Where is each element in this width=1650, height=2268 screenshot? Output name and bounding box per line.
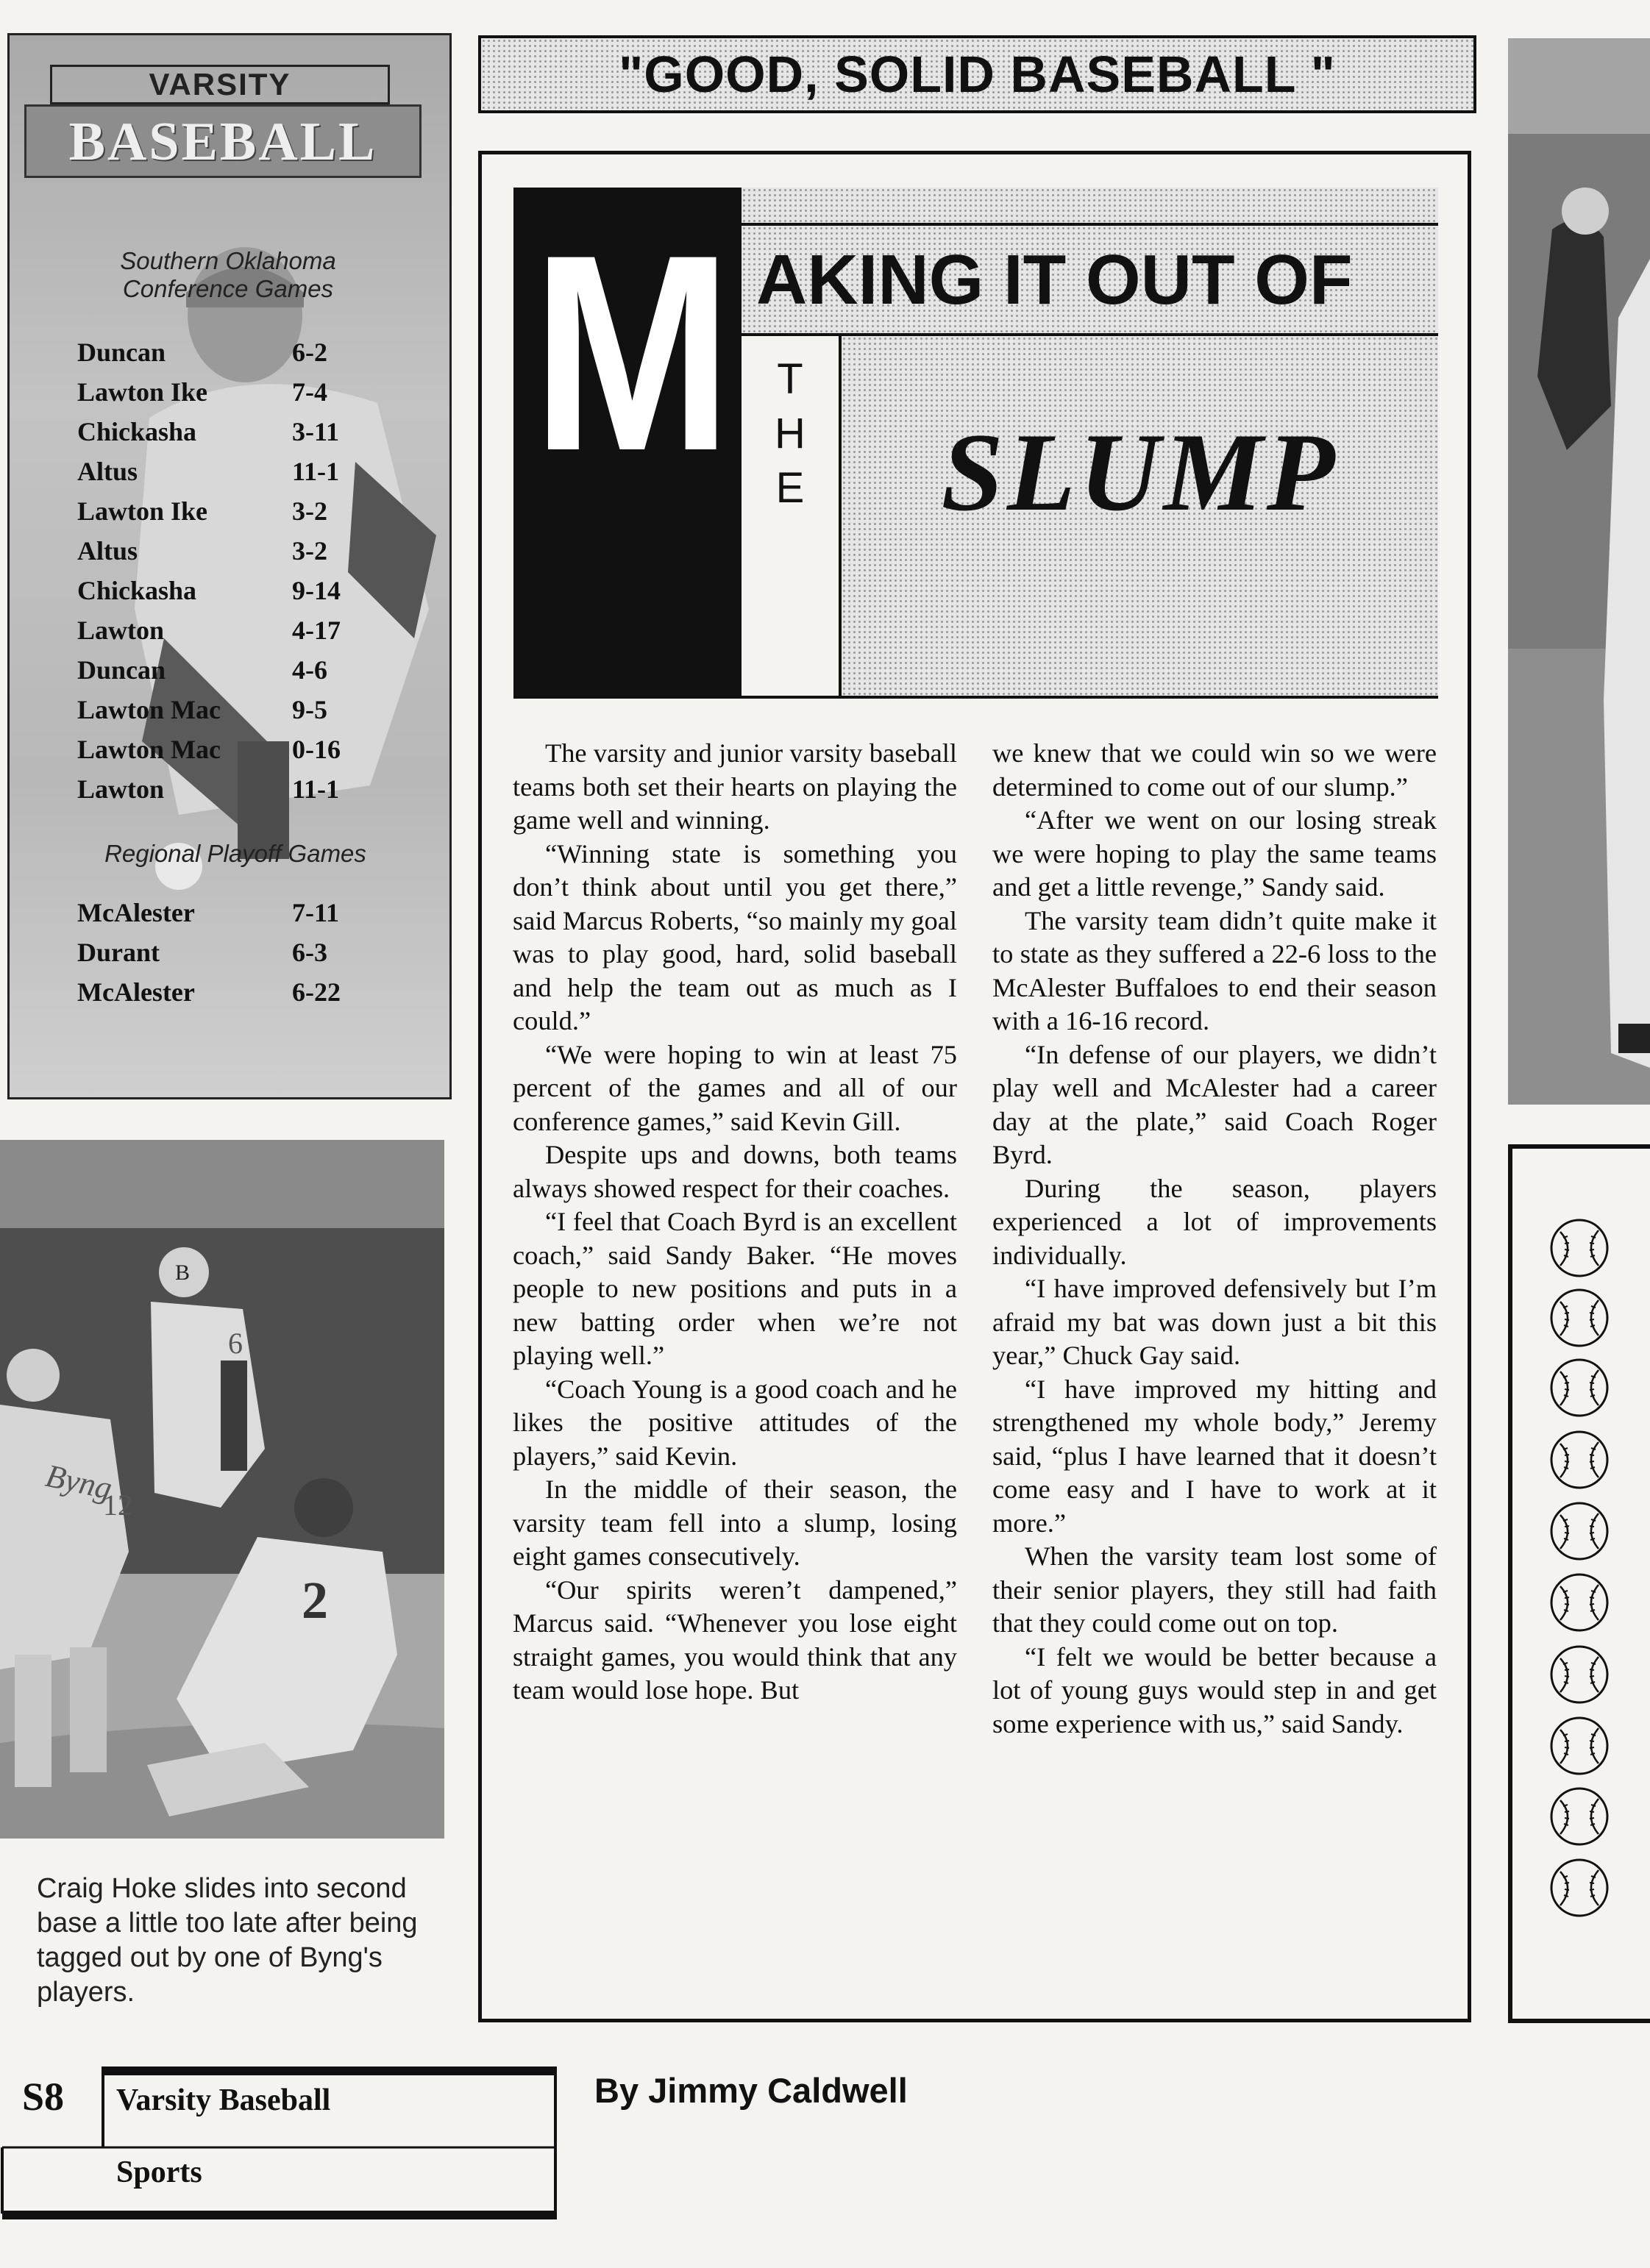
article-column-2 [992, 737, 1437, 1741]
game-score: 3-11 [292, 417, 340, 446]
varsity-tag: VARSITY [50, 65, 390, 104]
team-name: Lawton Mac [77, 695, 221, 724]
playoff-heading: Regional Playoff Games [104, 840, 366, 867]
article-paragraph: “We were hoping to win at least 75 percent of the games and all of our conference games,” said Kevin Gill. [513, 1039, 957, 1136]
game-score: 11-1 [292, 774, 340, 804]
game-score: 3-2 [292, 496, 327, 526]
team-name: McAlester [77, 977, 195, 1007]
conference-heading-line1: Southern Oklahoma [120, 247, 336, 274]
baseball-icon [1548, 1644, 1610, 1705]
page-number: S8 [22, 2075, 65, 2119]
article-paragraph: “I have improved my hitting and strengthened my whole body,” Jeremy said, “plus I have learned that it doesn’t come easy and I have to work at it more.” [992, 1374, 1437, 1538]
team-name: Lawton [77, 616, 165, 645]
score-row [77, 337, 408, 377]
baseball-tag: BASEBALL [24, 104, 422, 178]
score-row [77, 694, 408, 734]
right-photo-illustration [1508, 38, 1650, 1105]
team-name: Lawton Ike [77, 496, 208, 526]
game-score: 6-2 [292, 338, 327, 367]
game-score: 7-11 [292, 898, 340, 927]
article-paragraph: Despite ups and downs, both teams always showed respect for their coaches. [513, 1140, 957, 1203]
category-label: Sports [116, 2155, 202, 2189]
article-paragraph: “Coach Young is a good coach and he likes the positive attitudes of the players,” said Kevin. [513, 1374, 957, 1471]
article-paragraph: In the middle of their season, the varsity team fell into a slump, losing eight games consecutively. [513, 1474, 957, 1571]
article-paragraph: The varsity and junior varsity baseball teams both set their hearts on playing the game well and winning. [513, 738, 957, 835]
game-score: 7-4 [292, 377, 327, 407]
score-row [77, 496, 408, 535]
article-paragraph: “Our spirits weren’t dampened,” Marcus said. “Whenever you lose eight straight games, you would think that any team would lose hope. But [513, 1575, 957, 1705]
team-name: McAlester [77, 898, 195, 927]
team-name: Durant [77, 938, 160, 967]
score-row [77, 615, 408, 655]
team-name: Duncan [77, 655, 166, 685]
byline: By Jimmy Caldwell [594, 2071, 908, 2110]
baseball-icon [1548, 1217, 1610, 1279]
conference-heading [22, 247, 434, 303]
photo-caption: Craig Hoke slides into second base a little too late after being tagged out by one of Byng's players. [37, 1873, 418, 2008]
score-row [77, 655, 408, 694]
team-name: Lawton Ike [77, 377, 208, 407]
the-letter: H [775, 410, 806, 457]
article-paragraph: “I feel that Coach Byrd is an excellent coach,” said Sandy Baker. “He moves people to new positions and puts in a new batting order when we’re not playing well.” [513, 1207, 957, 1370]
team-name: Altus [77, 457, 138, 486]
jersey-number-middle: 6 [228, 1327, 243, 1360]
score-row [77, 774, 408, 813]
article-paragraph: “I have improved defensively but I’m afraid my bat was down just a bit this year,” Chuck Gay said. [992, 1274, 1437, 1370]
conference-heading-line2: Conference Games [122, 275, 334, 302]
article-paragraph: When the varsity team lost some of their senior players, they still had faith that they could come out on top. [992, 1541, 1437, 1638]
baseball-icon [1548, 1715, 1610, 1777]
score-row [77, 535, 408, 575]
game-score: 3-2 [292, 536, 327, 566]
the-letter: E [775, 464, 805, 512]
baseball-icon [1548, 1429, 1610, 1491]
headline-strip [739, 188, 1438, 226]
article-paragraph: “Winning state is something you don’t think about until you get there,” said Marcus Roberts, “so mainly my goal was to play good, hard, solid baseball and help the team out as much as I could.” [513, 838, 957, 1035]
score-row [77, 734, 408, 774]
slide-photo-illustration [0, 1140, 444, 1839]
article-paragraph: During the season, players experienced a lot of improvements individually. [992, 1173, 1437, 1270]
game-score: 9-5 [292, 695, 327, 724]
score-row [77, 377, 408, 416]
team-name: Chickasha [77, 576, 197, 605]
cap-letter: B [175, 1260, 191, 1285]
game-score: 9-14 [292, 576, 341, 605]
score-row [77, 897, 408, 937]
headline-line1: AKING IT OUT OF [739, 226, 1438, 336]
headline-the-column [739, 336, 842, 696]
game-score: 0-16 [292, 735, 341, 764]
article-column-1 [513, 737, 957, 1708]
score-row [77, 575, 408, 615]
baseball-icon [1548, 1857, 1610, 1919]
score-row [77, 977, 408, 1016]
game-score: 4-6 [292, 655, 327, 685]
slide-photo [0, 1140, 444, 1839]
jersey-number-left: 12 [103, 1488, 132, 1522]
jersey-number-slider: 2 [302, 1571, 328, 1630]
game-score: 11-1 [292, 457, 340, 486]
article-paragraph: “After we went on our losing streak we were hoping to play the same teams and get a little revenge,” Sandy said. [992, 805, 1437, 902]
team-name: Duncan [77, 338, 166, 367]
team-name: Lawton [77, 774, 165, 804]
game-score: 6-3 [292, 938, 327, 967]
baseball-icon [1548, 1786, 1610, 1847]
article-paragraph: The varsity team didn’t quite make it to state as they suffered a 22-6 loss to the McAlester Buffaloes to end their season with a 16-16 record. [992, 905, 1437, 1035]
game-score: 4-17 [292, 616, 341, 645]
team-name: Altus [77, 536, 138, 566]
game-score: 6-22 [292, 977, 341, 1007]
header-banner: "GOOD, SOLID BASEBALL " [478, 35, 1476, 113]
score-row [77, 456, 408, 496]
jersey-script: Byng [42, 1457, 115, 1507]
baseball-icon [1548, 1287, 1610, 1349]
baseball-icon [1548, 1357, 1610, 1419]
score-row [77, 937, 408, 977]
section-label: Varsity Baseball [116, 2083, 331, 2117]
right-photo [1508, 38, 1650, 1105]
team-name: Lawton Mac [77, 735, 221, 764]
article-paragraph: “I felt we would be better because a lot of young guys would step in and get some experience with us,” said Sandy. [992, 1641, 1437, 1739]
drop-letter: M [532, 196, 733, 509]
article-paragraph: we knew that we could win so we were determined to come out of our slump.” [992, 738, 1437, 802]
the-letter: T [777, 355, 803, 403]
baseball-icon [1548, 1500, 1610, 1562]
score-row [77, 416, 408, 456]
article-paragraph: “In defense of our players, we didn’t play well and McAlester had a career day at the plate,” said Coach Roger Byrd. [992, 1039, 1437, 1169]
team-name: Chickasha [77, 417, 197, 446]
baseball-icon [1548, 1572, 1610, 1633]
headline-slump: SLUMP [941, 410, 1339, 534]
